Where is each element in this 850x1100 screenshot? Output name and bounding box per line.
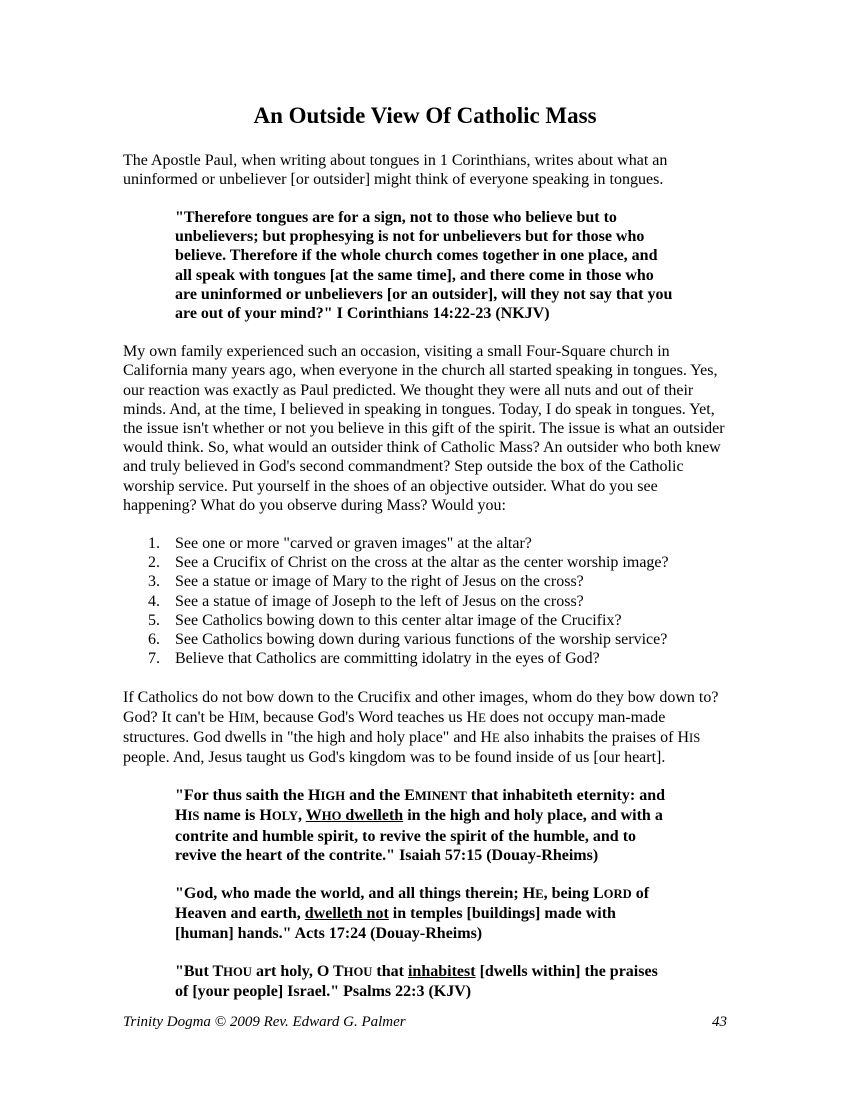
text-segment: IS [187, 809, 200, 824]
text-segment: of Heaven and earth, [175, 885, 650, 923]
text-segment: IM [239, 710, 256, 725]
text-segment: in temples [buildings] made with [human] hands." Acts 17:24 (Douay-Rheims) [175, 905, 616, 942]
page-number: 43 [712, 1014, 727, 1030]
page-footer [123, 1014, 727, 1031]
paragraph-family-experience: My own family experienced such an occasion, visiting a small Four-Square church in California many years ago, when everyone in the church all started speaking in tongues. Yes, our reaction was exactly as Paul predicted. We thought they were all nuts and out of their minds. And, at the time, I believed in speaking in tongues. Today, I do speak in tongues. Yet, the issue isn't whether or not you believe in this gift of the spirit. The issue is what an outsider would think. So, what would an outsider think of Catholic Mass? An outsider who both knew and truly believed in God's second commandment? Step outside the box of the Catholic worship service. Put yourself in the shoes of an objective outsider. What do you see happening? What do you observe during Mass? Would you: [123, 343, 725, 514]
text-segment: in the high and holy place, and with a contrite and humble spirit, to revive the spirit of the humble, and to revive the heart of the contrite." Isaiah 57:15 (Douay-Rheims) [175, 807, 663, 864]
list-item: See one or more "carved or graven images" at the altar? [175, 535, 532, 553]
text-segment: that [372, 962, 408, 980]
text-segment: and the E [345, 787, 415, 805]
text-segment: , being L [543, 885, 604, 903]
text-segment: IS [689, 730, 701, 745]
text-segment: , [298, 807, 306, 825]
text-segment: inhabitest [407, 962, 476, 980]
scripture-quote-psalms [175, 962, 675, 1001]
text-segment: "But T [175, 962, 224, 980]
text-segment: ORD [603, 887, 632, 902]
scripture-quote-isaiah [175, 786, 675, 865]
text-segment: name is H [199, 807, 272, 825]
text-segment: dwelleth [341, 807, 404, 825]
page-title: An Outside View Of Catholic Mass [253, 103, 597, 128]
text-segment: IGH [320, 789, 346, 804]
text-segment: dwelleth not [304, 905, 389, 923]
text-segment: W [305, 807, 322, 825]
list-item: See Catholics bowing down to this center altar image of the Crucifix? [175, 611, 622, 629]
text-segment: E [535, 887, 544, 902]
text-segment: art holy, O T [251, 962, 344, 980]
scripture-quote-acts [175, 884, 675, 943]
text-segment: "God, who made the world, and all things therein; H [175, 885, 536, 903]
text-segment: [dwells within] the praises of [your people] Israel." Psalms 22:3 (KJV) [175, 962, 658, 1000]
text-segment: people. And, Jesus taught us God's kingdom was to be found inside of us [our heart]. [123, 749, 666, 767]
text-segment: MINENT [414, 789, 467, 804]
text-segment: that inhabiteth eternity: and H [175, 787, 665, 825]
list-item: See a Crucifix of Christ on the cross at the altar as the center worship image? [175, 554, 669, 572]
list-item: Believe that Catholics are committing idolatry in the eyes of God? [175, 650, 600, 668]
text-segment: HOU [223, 964, 252, 979]
text-segment: E [491, 730, 500, 745]
text-segment: , because God's Word teaches us H [255, 708, 479, 726]
text-segment: If Catholics do not bow down to the Crucifix and other images, whom do they bow down to? God? It can't be H [123, 689, 719, 726]
text-segment: does not occupy man-made structures. God dwells in "the high and holy place" and H [123, 708, 666, 746]
list-item: See Catholics bowing down during various functions of the worship service? [175, 631, 668, 649]
paragraph-whom-bow [123, 688, 727, 767]
paragraph-intro: The Apostle Paul, when writing about tongues in 1 Corinthians, writes about what an uninformed or unbeliever [or outsider] might think of everyone speaking in tongues. [123, 151, 668, 188]
observation-list [123, 534, 727, 668]
list-item: See a statue or image of Mary to the right of Jesus on the cross? [175, 573, 584, 591]
scripture-quote-corinthians: "Therefore tongues are for a sign, not to those who believe but to unbelievers; but prophesying is not for unbelievers but for those who believe. Therefore if the whole church comes together in one place, and all speak with tongues [at the same time], and there come in those who are uninformed or unbelievers [or an outsider], will they not say that you are out of your mind?" I Corinthians 14:22-23 (NKJV) [175, 209, 673, 323]
text-segment: OLY [271, 809, 299, 824]
text-segment: also inhabits the praises of H [499, 728, 689, 746]
text-segment: HOU [343, 964, 373, 979]
text-segment: "For thus saith the H [175, 787, 321, 805]
text-segment: E [478, 710, 486, 725]
footer-credit: Trinity Dogma © 2009 Rev. Edward G. Palmer [123, 1014, 406, 1030]
list-item: See a statue of image of Joseph to the left of Jesus on the cross? [175, 592, 584, 610]
text-segment: HO [321, 809, 342, 824]
